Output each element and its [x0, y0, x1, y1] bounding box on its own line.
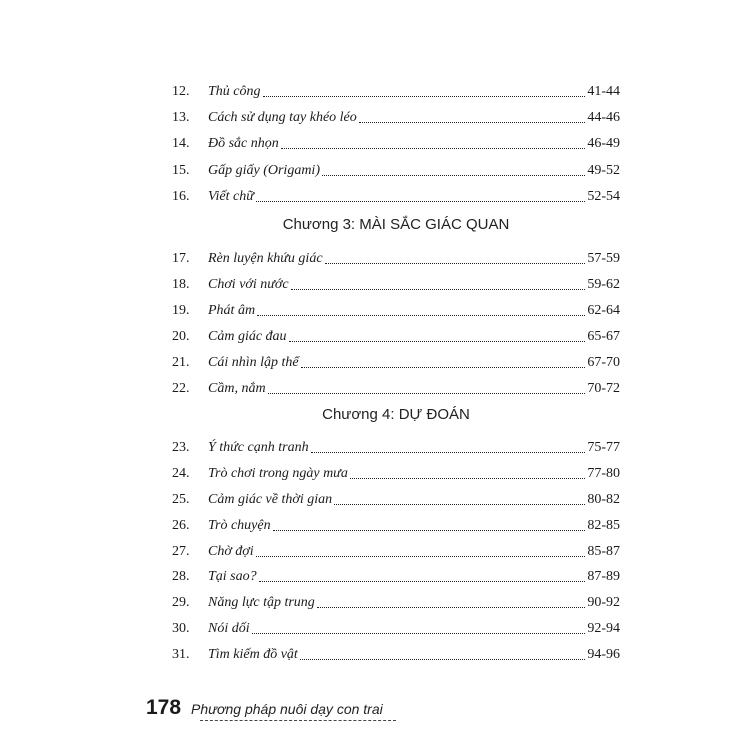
- dot-leader: [317, 606, 586, 608]
- chapter-3-heading: Chương 3: MÀI SẮC GIÁC QUAN: [282, 216, 510, 233]
- entry-number: 24.: [172, 466, 190, 481]
- entry-title: Rèn luyện khứu giác: [208, 251, 323, 266]
- entry-number: 26.: [172, 518, 190, 533]
- dot-leader: [263, 95, 586, 97]
- dot-leader: [257, 314, 585, 316]
- toc-entry: [172, 76, 620, 100]
- entry-title: Cái nhìn lập thể: [208, 355, 299, 370]
- entry-number: 14.: [172, 136, 190, 151]
- entry-number: 12.: [172, 84, 190, 99]
- toc-entry: [172, 243, 620, 267]
- toc-entry: [172, 536, 620, 560]
- entry-title: Phát âm: [208, 303, 256, 318]
- entry-pages: 80-82: [587, 492, 620, 507]
- toc-entry: [172, 458, 620, 482]
- toc-entry: [172, 128, 620, 152]
- toc-entry: [172, 484, 620, 508]
- footer-dashed-rule: [200, 720, 396, 721]
- dot-leader: [289, 340, 586, 342]
- entry-number: 30.: [172, 621, 190, 636]
- dot-leader: [359, 121, 586, 123]
- entry-number: 28.: [172, 569, 190, 584]
- entry-pages: 75-77: [587, 440, 620, 455]
- entry-pages: 67-70: [587, 355, 620, 370]
- entry-number: 15.: [172, 163, 190, 178]
- entry-title: Tìm kiếm đồ vật: [208, 647, 298, 662]
- entry-title: Trò chuyện: [208, 518, 271, 533]
- entry-title: Nói dối: [208, 621, 250, 636]
- entry-pages: 77-80: [587, 466, 620, 481]
- entry-pages: 87-89: [587, 569, 620, 584]
- toc-page: [130, 0, 620, 750]
- entry-title: Gấp giấy (Origami): [208, 163, 320, 178]
- entry-title: Cầm, nắm: [208, 381, 266, 396]
- dot-leader: [259, 580, 586, 582]
- dot-leader: [256, 555, 586, 557]
- entry-number: 13.: [172, 110, 190, 125]
- dot-leader: [300, 658, 586, 660]
- entry-number: 18.: [172, 277, 190, 292]
- entry-title: Tại sao?: [208, 569, 257, 584]
- dot-leader: [268, 392, 586, 394]
- toc-entry: [172, 587, 620, 611]
- toc-entry: [172, 639, 620, 663]
- entry-title: Chờ đợi: [208, 544, 254, 559]
- entry-number: 21.: [172, 355, 190, 370]
- dot-leader: [256, 200, 585, 202]
- entry-title: Viết chữ: [208, 189, 254, 204]
- toc-entry: [172, 181, 620, 205]
- toc-entry: [172, 295, 620, 319]
- dot-leader: [311, 451, 586, 453]
- entry-pages: 90-92: [587, 595, 620, 610]
- chapter-4-heading: Chương 4: DỰ ĐOÁN: [322, 406, 470, 423]
- dot-leader: [325, 262, 586, 264]
- toc-entry: [172, 321, 620, 345]
- entry-title: Đồ sắc nhọn: [208, 136, 279, 151]
- dot-leader: [350, 477, 586, 479]
- entry-pages: 65-67: [587, 329, 620, 344]
- entry-number: 17.: [172, 251, 190, 266]
- dot-leader: [334, 503, 585, 505]
- entry-number: 25.: [172, 492, 190, 507]
- entry-pages: 41-44: [587, 84, 620, 99]
- entry-pages: 92-94: [587, 621, 620, 636]
- dot-leader: [301, 366, 586, 368]
- toc-entry: [172, 155, 620, 179]
- entry-title: Ý thức cạnh tranh: [208, 440, 309, 455]
- entry-title: Cảm giác về thời gian: [208, 492, 333, 507]
- entry-number: 31.: [172, 647, 190, 662]
- entry-title: Năng lực tập trung: [208, 595, 315, 610]
- entry-pages: 94-96: [587, 647, 620, 662]
- entry-number: 23.: [172, 440, 190, 455]
- entry-title: Cách sử dụng tay khéo léo: [208, 110, 357, 125]
- dot-leader: [252, 632, 586, 634]
- page-number: 178: [146, 696, 182, 719]
- entry-number: 16.: [172, 189, 190, 204]
- entry-pages: 82-85: [587, 518, 620, 533]
- toc-entry: [172, 373, 620, 397]
- entry-pages: 44-46: [587, 110, 620, 125]
- entry-pages: 49-52: [587, 163, 620, 178]
- entry-title: Chơi với nước: [208, 277, 289, 292]
- toc-entry: [172, 510, 620, 534]
- entry-pages: 52-54: [587, 189, 620, 204]
- entry-pages: 85-87: [587, 544, 620, 559]
- dot-leader: [322, 174, 585, 176]
- entry-number: 29.: [172, 595, 190, 610]
- toc-entry: [172, 102, 620, 126]
- entry-title: Thủ công: [208, 84, 261, 99]
- entry-number: 20.: [172, 329, 190, 344]
- toc-entry: [172, 347, 620, 371]
- entry-number: 19.: [172, 303, 190, 318]
- entry-pages: 46-49: [587, 136, 620, 151]
- entry-pages: 70-72: [587, 381, 620, 396]
- running-title: Phương pháp nuôi dạy con trai: [191, 701, 383, 717]
- toc-entry: [172, 269, 620, 293]
- entry-pages: 57-59: [587, 251, 620, 266]
- entry-pages: 59-62: [587, 277, 620, 292]
- entry-number: 22.: [172, 381, 190, 396]
- dot-leader: [291, 288, 586, 290]
- entry-number: 27.: [172, 544, 190, 559]
- dot-leader: [273, 529, 586, 531]
- entry-title: Cảm giác đau: [208, 329, 287, 344]
- page-footer: [146, 696, 383, 720]
- dot-leader: [281, 147, 586, 149]
- toc-entry: [172, 561, 620, 585]
- toc-entry: [172, 613, 620, 637]
- toc-entry: [172, 432, 620, 456]
- entry-title: Trò chơi trong ngày mưa: [208, 466, 348, 481]
- entry-pages: 62-64: [587, 303, 620, 318]
